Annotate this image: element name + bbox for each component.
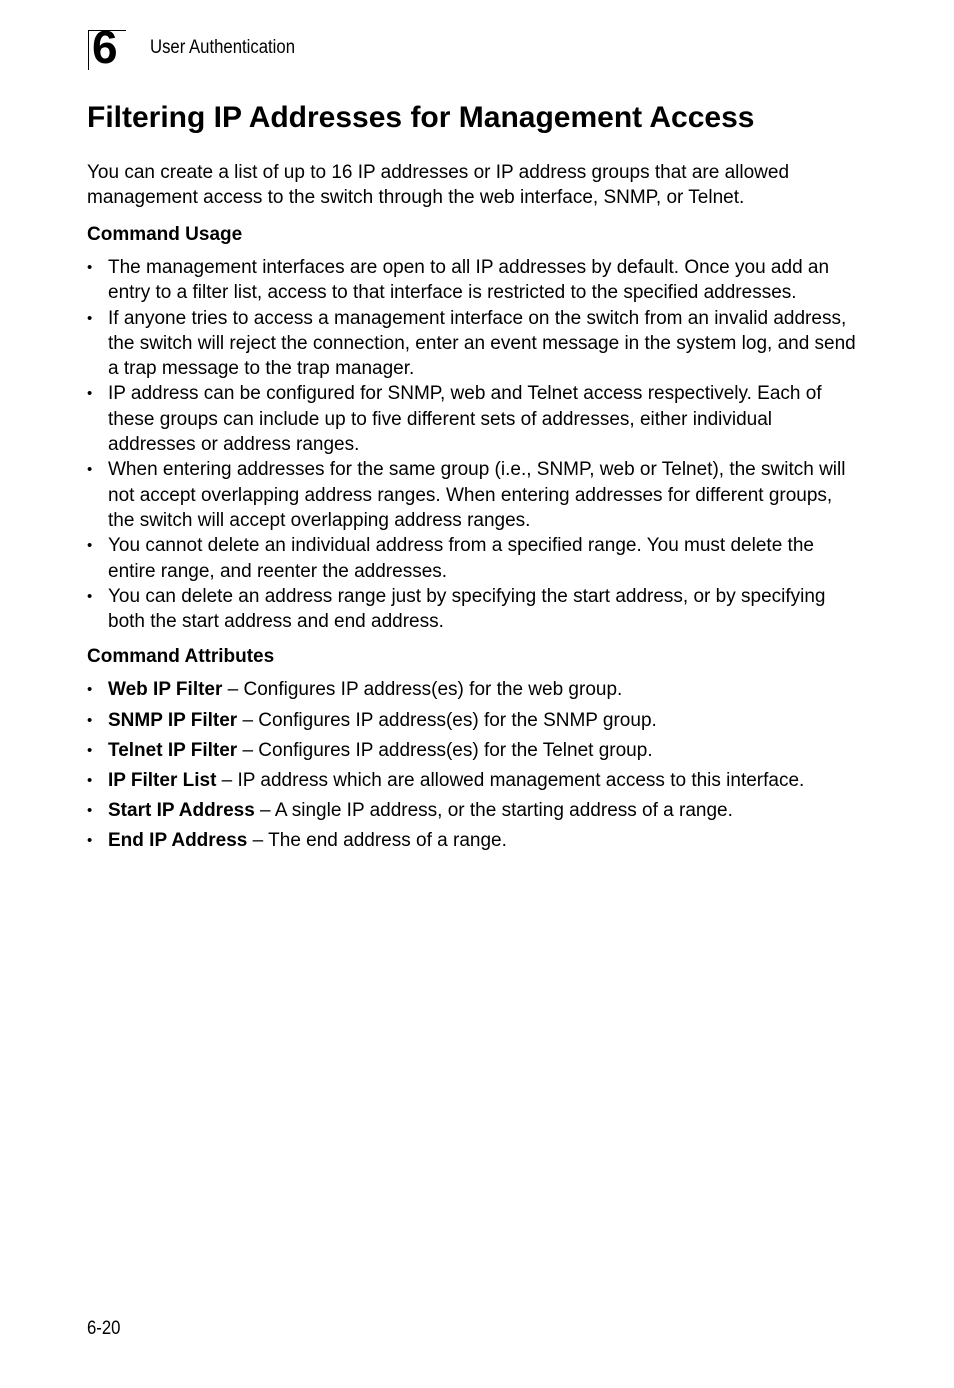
usage-item: • You cannot delete an individual address from a specified range. You must delete the entire range, and reenter the addresses. xyxy=(87,533,857,584)
attribute-item xyxy=(87,828,857,853)
attribute-description: – IP address which are allowed management access to this interface. xyxy=(216,770,805,792)
usage-item: • When entering addresses for the same group (i.e., SNMP, web or Telnet), the switch will not accept overlapping address ranges. When entering addresses for different groups, the switch will accept overlapping address ranges. xyxy=(87,457,857,533)
usage-item: • You can delete an address range just by specifying the start address, or by specifying both the start address and end address. xyxy=(87,584,857,635)
usage-item: • If anyone tries to access a management interface on the switch from an invalid address, the switch will reject the connection, enter an event message in the system log, and send a trap message to the trap manager. xyxy=(87,306,857,382)
intro-paragraph: You can create a list of up to 16 IP addresses or IP address groups that are allowed management access to the switch through the web interface, SNMP, or Telnet. xyxy=(87,162,790,208)
page-header xyxy=(88,21,295,73)
command-usage-list xyxy=(87,255,857,634)
attribute-term: SNMP IP Filter xyxy=(108,709,238,731)
command-attributes-heading: Command Attributes xyxy=(87,646,275,668)
usage-item: • The management interfaces are open to all IP addresses by default. Once you add an entry to a filter list, access to that interface is restricted to the specified addresses. xyxy=(87,255,857,306)
page-number: 6-20 xyxy=(87,1318,121,1339)
attribute-term: Telnet IP Filter xyxy=(108,739,238,761)
attribute-term: Web IP Filter xyxy=(108,679,223,701)
attribute-item xyxy=(87,738,857,763)
attribute-item xyxy=(87,708,857,733)
attribute-description: – The end address of a range. xyxy=(247,830,507,852)
attribute-item xyxy=(87,677,857,702)
page-content xyxy=(87,98,857,859)
attribute-term: IP Filter List xyxy=(108,770,217,792)
command-attributes-list xyxy=(87,677,857,853)
attribute-description: – Configures IP address(es) for the SNMP group. xyxy=(237,709,657,731)
section-title: Filtering IP Addresses for Management Access xyxy=(87,101,755,134)
attribute-description: – Configures IP address(es) for the web group. xyxy=(222,679,623,701)
attribute-term: Start IP Address xyxy=(108,800,255,822)
chapter-badge xyxy=(88,21,128,73)
attribute-item xyxy=(87,768,857,793)
attribute-item xyxy=(87,798,857,823)
usage-item: • IP address can be configured for SNMP, web and Telnet access respectively. Each of these groups can include up to five different sets of addresses, either individual addresses or address ranges. xyxy=(87,381,857,457)
chapter-number: 6 xyxy=(92,21,118,73)
command-usage-heading: Command Usage xyxy=(87,224,243,245)
attribute-description: – A single IP address, or the starting address of a range. xyxy=(254,800,733,822)
chapter-title: User Authentication xyxy=(150,37,295,58)
attribute-description: – Configures IP address(es) for the Telnet group. xyxy=(237,739,653,761)
attribute-term: End IP Address xyxy=(108,830,248,852)
chapter-badge-left-rule xyxy=(88,30,89,70)
